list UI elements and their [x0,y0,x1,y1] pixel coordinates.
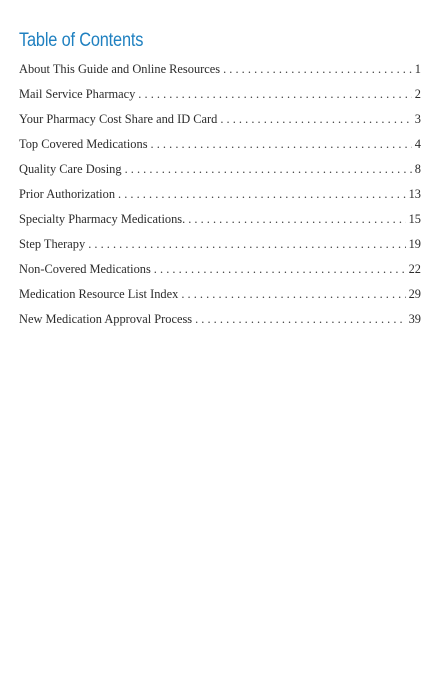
dot-leader [125,162,412,177]
toc-entry-page: 4 [414,137,421,151]
toc-entry-label: Your Pharmacy Cost Share and ID Card [19,112,218,126]
dot-leader [138,87,412,102]
dot-leader [188,212,405,227]
toc-entry-page: 2 [414,87,421,101]
toc-entry-label: Medication Resource List Index [19,287,179,301]
toc-entry-label: Mail Service Pharmacy [19,87,136,101]
dot-leader [220,112,411,127]
toc-entry-label: Prior Authorization [19,187,116,201]
dot-leader [151,137,412,152]
toc-entry-page: 19 [408,237,421,251]
toc-entry-label: Top Covered Medications [19,137,148,151]
toc-entry-page: 8 [414,162,421,176]
toc-entry[interactable] [19,162,421,187]
toc-entry[interactable] [19,312,421,337]
toc-entry[interactable] [19,112,421,137]
dot-leader [223,62,412,77]
toc-list [19,62,421,337]
toc-entry[interactable] [19,137,421,162]
toc-entry-page: 39 [408,312,421,326]
toc-entry-page: 29 [408,287,421,301]
toc-entry[interactable] [19,287,421,312]
toc-title: Table of Contents [19,30,144,51]
toc-entry-page: 13 [408,187,421,201]
dot-leader [195,312,406,327]
toc-entry-page: 15 [408,212,421,226]
dot-leader [181,287,405,302]
toc-entry-label: About This Guide and Online Resources [19,62,221,76]
toc-entry-label: Quality Care Dosing [19,162,122,176]
toc-entry[interactable] [19,87,421,112]
toc-entry-label: Step Therapy [19,237,86,251]
toc-entry-label: New Medication Approval Process [19,312,193,326]
dot-leader [118,187,406,202]
toc-entry[interactable] [19,62,421,87]
toc-entry-page: 22 [408,262,421,276]
toc-entry[interactable] [19,237,421,262]
toc-entry[interactable] [19,262,421,287]
toc-entry[interactable] [19,187,421,212]
toc-entry-label: Non-Covered Medications [19,262,151,276]
toc-entry-page: 1 [414,62,421,76]
dot-leader [154,262,406,277]
toc-entry[interactable] [19,212,421,237]
toc-entry-page: 3 [414,112,421,126]
dot-leader [88,237,405,252]
toc-entry-label: Specialty Pharmacy Medications. [19,212,186,226]
